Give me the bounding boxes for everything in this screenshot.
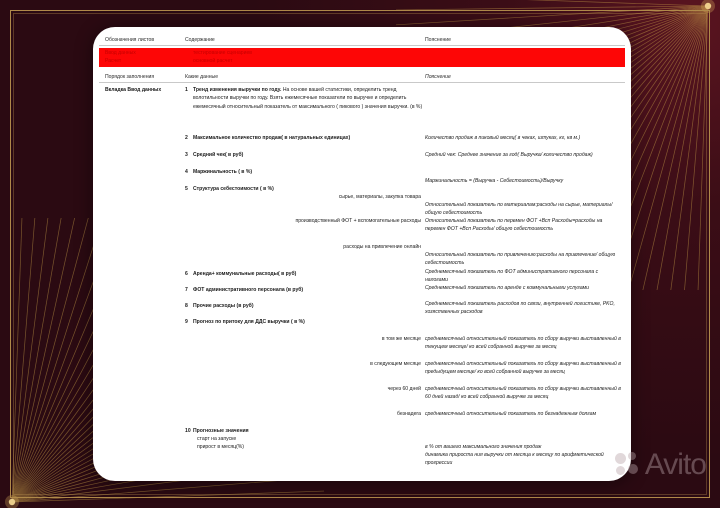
- cost-sub-3-note: Относительный показатель по привлечению:расходы на привлечение/ общую себестоимость: [425, 252, 616, 267]
- item-9-num: 9: [185, 319, 188, 325]
- forecast-sub-2-note: динамика прироста ния выручки от месяца к месяцу по арифметической прогрессии: [425, 452, 604, 467]
- item-2-num: 2: [185, 135, 188, 141]
- item-1-text: [193, 86, 425, 111]
- header-col3: Пояснение: [425, 37, 451, 43]
- item-5-num: 5: [185, 186, 188, 192]
- red-highlight-block: [99, 48, 625, 67]
- section-label: Вкладка Ввод данных: [105, 87, 162, 93]
- item-9-title: Прогноз по притоку для ДДС выручки ( в %): [193, 319, 305, 325]
- item-6-note: Среднемесячный показатель по ФОТ административного персонала с налогами: [425, 269, 599, 284]
- dds-sub-2-note: среднемесячный относительный показатель по сбору выручки выставленный в предыдущем месяце/ ко всей собранной выручке за месяц: [425, 361, 621, 376]
- item-2-note: Количество продаж в пиковый месяц( в чеках, штуках, кг, кв м.): [425, 135, 581, 141]
- forecast-sub-1-label: старт на запуске: [197, 436, 237, 442]
- cost-sub-1-note: Относительный показатель по материалам:расходы на сырье, материалы/ общую себестоимость: [425, 202, 613, 217]
- item-7-title: ФОТ административного персонала (в руб): [193, 287, 304, 293]
- item-8-note: Среднемесячный показатель расходов по связи, внутренней логистике, PKO, хозяственных расходов: [425, 301, 615, 316]
- item-3-title: Средний чек( в руб): [193, 152, 244, 158]
- item-1-body: На основе вашей статистики, определить тренд волотильности выручки по году. Взять ежемесячные показатели по выручке и определить ежемесячный относительный показатель от максимального ( пикового ) значения выручки. (в %): [193, 87, 423, 110]
- item-4-title: Маржинальность ( в %): [193, 169, 253, 175]
- spreadsheet-sheet: [93, 27, 631, 481]
- dds-sub-4-note: среднемесячный относительный показатель по безнадежным долгам: [425, 411, 597, 417]
- avito-watermark: [615, 448, 706, 482]
- forecast-sub-1-note: в % от вашего максимального значения продаж: [425, 444, 542, 450]
- item-8-num: 8: [185, 303, 188, 309]
- item-10-num: 10: [185, 428, 191, 434]
- item-3-note: Средний чек: Среднее значение за год( Выручка/ количество продаж): [425, 152, 593, 158]
- red-row-1-col2: тестирование сценариев: [193, 50, 252, 56]
- red-row-2-col2: основной расчет: [193, 58, 233, 64]
- item-4-num: 4: [185, 169, 188, 175]
- dds-sub-1-label: в том же месяце: [381, 336, 421, 342]
- dds-sub-3-label: через 60 дней: [387, 386, 421, 392]
- cost-sub-3-label: расходы на привлечение онлайн: [343, 244, 421, 250]
- divider-2: [99, 82, 625, 83]
- item-1-title: Тренд изменения выручки по году.: [193, 87, 282, 93]
- cost-sub-1-label: сырье, материалы, закупка товара: [338, 194, 421, 200]
- cost-sub-2-label: производственный ФОТ + вспомогательные расходы: [295, 218, 421, 224]
- forecast-sub-2-label: прирост в месяц(%): [197, 444, 244, 450]
- header-col1: Обозначения листов: [105, 37, 155, 43]
- header2-col1: Порядок заполнения: [105, 74, 155, 80]
- item-1-num: 1: [185, 87, 188, 93]
- item-7-note: Среднемесячный показатель по аренде с коммунальными услугами: [425, 285, 590, 291]
- red-row-1-col1: Ввод данных: [105, 50, 136, 56]
- dds-sub-3-note: среднемесячный относительный показатель по сбору выручки выставленный в 60 дней назад/ ко всей собранной выручке за месяц: [425, 386, 621, 401]
- item-6-num: 6: [185, 271, 188, 277]
- avito-wordmark: Avito: [644, 448, 706, 481]
- item-8-title: Прочие расходы (в руб): [193, 303, 254, 309]
- item-2-title: Максимальное количество продаж( в натуральных единицах): [193, 135, 351, 141]
- item-3-num: 3: [185, 152, 188, 158]
- cost-sub-2-note: Относительный показатель по перемен ФОТ +Всп Расходы=расходы на перемен ФОТ +Всп Расходы/ общую себестоимость: [425, 218, 603, 233]
- header2-col3: Пояснение: [425, 74, 451, 80]
- red-row-2-col1: Расчет: [105, 58, 122, 64]
- dds-sub-1-note: среднемесячный относительный показатель по сбору выручки выставленный в текущем месяце/ ко всей собранной выручке за месяц: [425, 336, 621, 351]
- document-card: [93, 27, 631, 481]
- item-7-num: 7: [185, 287, 188, 293]
- dds-sub-2-label: в следующем месяце: [370, 361, 421, 367]
- item-6-title: Аренда+ коммунальные расходы( в руб): [193, 271, 297, 277]
- item-10-title: Прогнозные значения: [193, 428, 249, 434]
- avito-logo-icon: [615, 452, 641, 478]
- item-4-note: Маржинальность = (Выручка - Себестоимость)/Выручку: [425, 178, 564, 184]
- header-col2: Содержание: [185, 37, 215, 43]
- item-5-title: Структура себестоимости ( в %): [193, 186, 274, 192]
- divider-1: [99, 45, 625, 46]
- header2-col2: Какие данные: [185, 74, 219, 80]
- dds-sub-4-label: безнадега: [397, 411, 421, 417]
